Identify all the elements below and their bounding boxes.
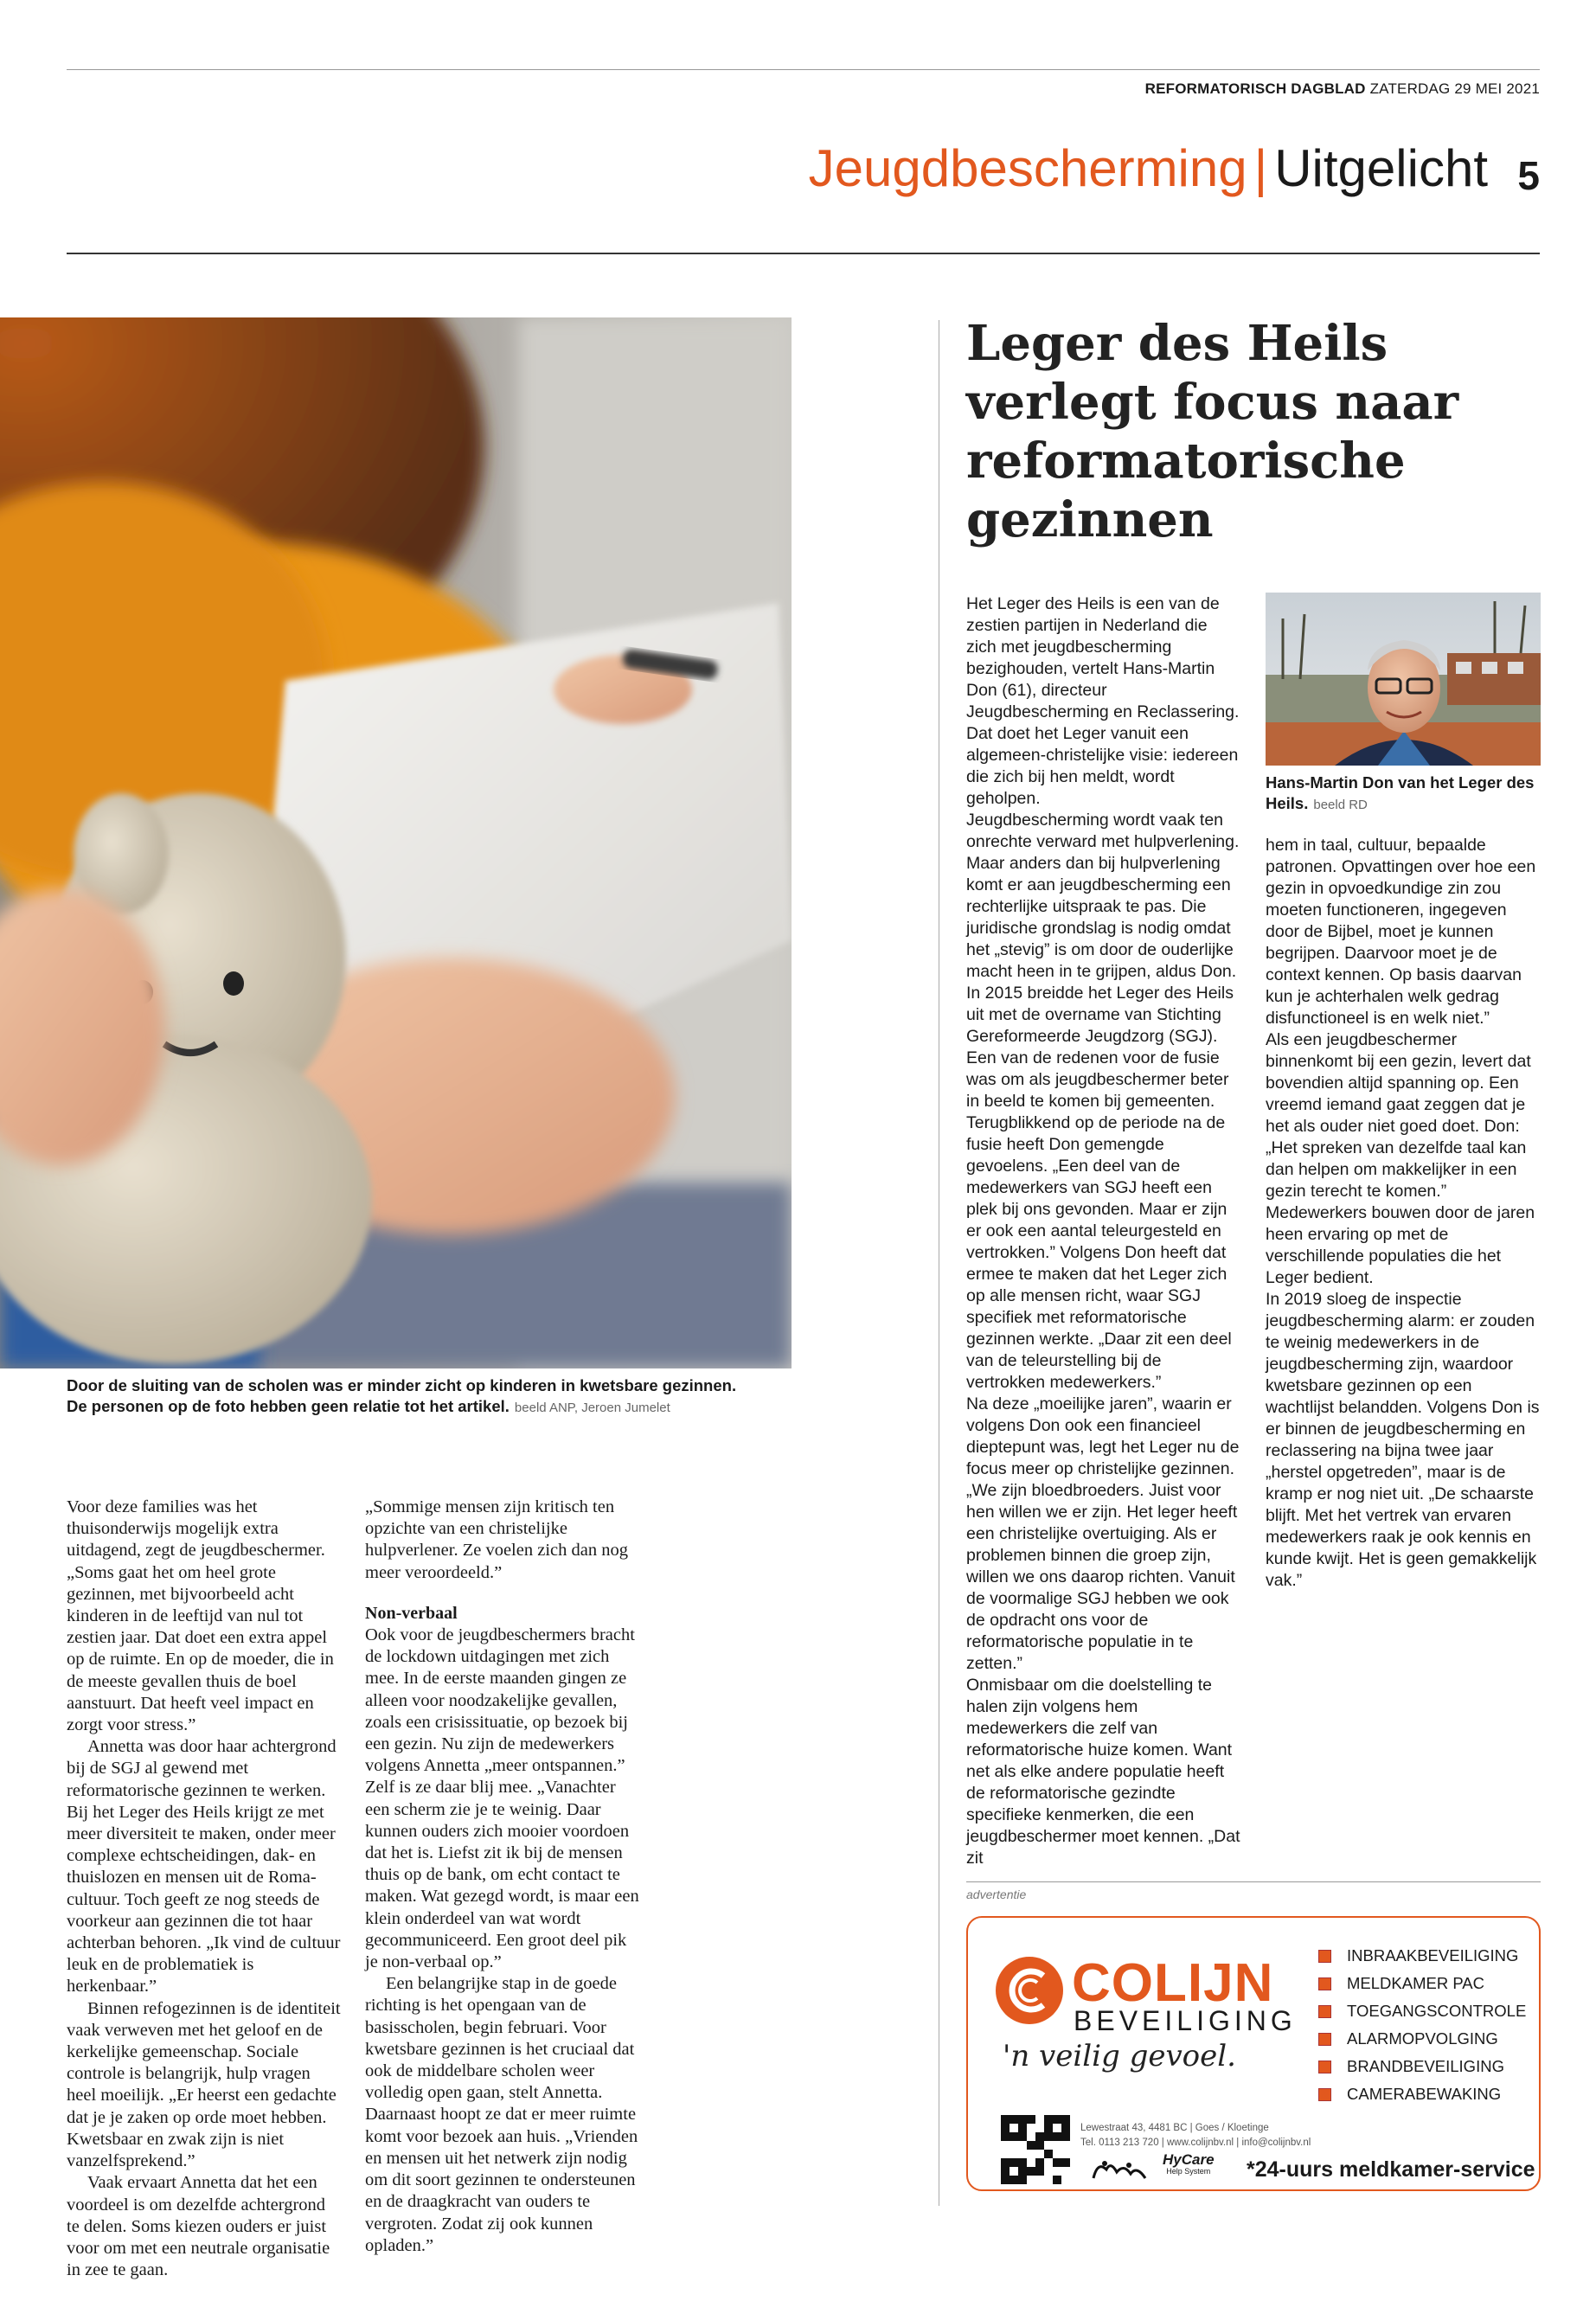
ad-service-item	[1318, 2053, 1526, 2080]
article-column-left	[966, 593, 1241, 1869]
article-paragraph: hem in taal, cultuur, bepaalde patronen. Opvattingen over hoe een gezin in opvoedkundige zin zou moeten functioneren, ingegeven door de Bijbel, moet je kunnen begrijpen. Daarvoor moet je de context kennen. Op basis daarvan kun je achterhalen welk gedrag disfunctioneel is en welk niet.”	[1266, 836, 1536, 1028]
caption-line-2: De personen op de foto hebben geen relatie tot het artikel.	[67, 1397, 510, 1415]
qr-code-icon	[1001, 2115, 1070, 2184]
ad-service-item	[1318, 2080, 1526, 2108]
col2-paragraph: „Sommige mensen zijn kritisch ten opzichte van een christelijke hulpverlener. Ze voelen zich dan nog meer veroordeeld.”	[365, 1497, 628, 1582]
hycare-sub: Help System	[1166, 2167, 1211, 2176]
advertisement-box[interactable]	[966, 1916, 1541, 2191]
subheading-non-verbaal: Non-verbaal	[365, 1603, 458, 1623]
article-paragraph: In 2019 sloeg de inspectie jeugdbescherming alarm: er zouden te weinig medewerkers in de jeugdbescherming zijn, waardoor kwetsbare gezinnen op een wachtlijst belandden. Volgens Don is er binnen de jeugdbescherming en reclassering na bijna twee jaar „herstel opgetreden”, maar is de kramp er nog niet uit. „De schaarste blijft. Met het vertrek van ervaren medewerkers raak je ook kennis en kunde kwijt. Het is geen gemakkelijk vak.”	[1266, 1290, 1540, 1590]
ad-service-item	[1318, 1970, 1526, 1997]
masthead	[1145, 80, 1540, 98]
publication-name: REFORMATORISCH DAGBLAD	[1144, 80, 1366, 97]
ad-slogan: 'n veilig gevoel.	[1003, 2039, 1236, 2073]
col1-paragraph: Binnen refogezinnen is de identiteit vaak verweven met het geloof en de kerkelijke gemeenschap. Sociale controle is belangrijk, hulp vragen heel moeilijk. „Er heerst een gedachte dat je je zaken op orde moet hebben. Kwetsbaar en zwak zijn is niet vanzelfsprekend.”	[67, 1998, 341, 2171]
article-paragraph: Na deze „moeilijke jaren”, waarin er volgens Don ook een financieel dieptepunt was, legt het Leger nu de focus meer op christelijke gezinnen. „We zijn bloedbroeders. Juist voor hen willen we er zijn. Het leger heeft een christelijke overtuiging. Als er problemen binnen die groep zijn, willen we ons daarop richten. Vanuit de voormalige SGJ hebben we ook de opdracht ons voor de reformatorische populatie in te zetten.”	[966, 1394, 1240, 1673]
article-paragraph: In 2015 breidde het Leger des Heils uit met de overname van Stichting Gereformeerde Jeugdzorg (SGJ). Een van de redenen voor de fusie was om als jeugdbeschermer beter in beeld te komen bij gemeenten.	[966, 984, 1234, 1111]
ad-label: advertentie	[966, 1888, 1027, 1901]
bullet-icon	[1318, 1977, 1331, 1990]
ad-service-label: BRANDBEVEILIGING	[1347, 2057, 1504, 2075]
col1-paragraph: Voor deze families was het thuisonderwijs mogelijk extra uitdagend, zegt de jeugdbeschermer. „Soms gaat het om heel grote gezinnen, met bijvoorbeeld acht kinderen in de leeftijd van nul tot zestien jaar. Dat doet een extra appel op de ruimte. En op de moeder, die in de meeste gevallen thuis de boel aanstuurt. Dat heeft veel impact en zorgt voor stress.”	[67, 1497, 334, 1735]
portrait-caption-text: Hans-Martin Don van het Leger des Heils.	[1266, 773, 1535, 812]
article-paragraph: Jeugdbescherming wordt vaak ten onrechte verward met hulpverlening. Maar anders dan bij hulpverlening komt er aan jeugdbescherming een rechterlijke uitspraak te pas. Die juridische grondslag is nodig omdat het „stevig” is om door de ouderlijke macht heen in te grijpen, aldus Don.	[966, 811, 1240, 981]
header-rule	[67, 253, 1540, 254]
col2-paragraph: Ook voor de jeugdbeschermers bracht de lockdown uitdagingen met zich mee. In de eerste maanden gingen ze alleen voor noodzakelijke gevallen, zoals een crisissituatie, op bezoek bij een gezin. Nu zijn de medewerkers volgens Annetta „meer ontspannen.” Zelf is ze daar blij mee. „Vanachter een scherm zie je te weinig. Daar kunnen ouders zich mooier voordoen dat het is. Liefst zit ik bij de mensen thuis op de bank, om echt contact te maken. Wat gezegd wordt, is maar een klein onderdeel van wat wordt gecommuniceerd. Een groot deel pik je non-verbaal op.”	[365, 1625, 639, 1972]
main-photo	[0, 317, 792, 1368]
ad-brand-sub: BEVEILIGING	[1074, 2005, 1297, 2036]
ad-service-label: CAMERABEWAKING	[1347, 2085, 1502, 2103]
ad-address: Lewestraat 43, 4481 BC | Goes / Kloetinge	[1080, 2123, 1269, 2133]
section-category: Jeugdbescherming	[808, 139, 1247, 197]
col1-paragraph: Vaak ervaart Annetta dat het een voordeel is om dezelfde achtergrond te delen. Soms kiezen ouders er juist voor om met een neutrale organisatie in zee te gaan.	[67, 2173, 330, 2280]
bullet-icon	[1318, 2005, 1331, 2018]
ad-meldkamer: *24-uurs meldkamer-service	[1247, 2157, 1535, 2182]
child-with-teddy-illustration	[0, 317, 792, 1368]
portrait-illustration	[1266, 593, 1541, 766]
bullet-icon	[1318, 2088, 1331, 2101]
ad-service-label: ALARMOPVOLGING	[1347, 2029, 1498, 2048]
ad-contact[interactable]: Tel. 0113 213 720 | www.colijnbv.nl | info@colijnbv.nl	[1080, 2138, 1311, 2148]
article-paragraph: Onmisbaar om die doelstelling te halen zijn volgens hem medewerkers die zelf van reformatorische huize komen. Want net als elke andere populatie heeft de reformatorische gezindte specifieke kenmerken, die een jeugdbeschermer moet kennen. „Dat zit	[966, 1676, 1240, 1868]
page-number: 5	[1517, 153, 1540, 198]
hycare-name: HyCare	[1163, 2151, 1215, 2168]
ad-brand: COLIJN	[1072, 1953, 1274, 2013]
top-rule	[67, 69, 1540, 70]
publication-date: ZATERDAG 29 MEI 2021	[1369, 80, 1540, 97]
ad-services-list	[1318, 1942, 1526, 2108]
hand-logo-icon	[1089, 2157, 1150, 2182]
ad-service-label: TOEGANGSCONTROLE	[1347, 2002, 1527, 2020]
bullet-icon	[1318, 2033, 1331, 2046]
col2-paragraph: Een belangrijke stap in de goede richting is het opengaan van de basisscholen, begin februari. Voor kwetsbare gezinnen is het cruciaal dat ook de middelbare scholen weer volledig open gaan, stelt Annetta. Daarnaast hoopt ze dat er meer ruimte komt voor bezoek aan huis. „Vrienden en mensen uit het netwerk zijn nodig om dit soort gezinnen te ondersteunen en de draagkracht van ouders te vergroten. Zodat zij ook kunnen opladen.”	[365, 1974, 638, 2255]
continuation-column-1	[67, 1497, 342, 2281]
article-column-right	[1266, 835, 1541, 1592]
caption-line-1: Door de sluiting van de scholen was er minder zicht op kinderen in kwetsbare gezinnen.	[67, 1376, 737, 1394]
article-paragraph: Terugblikkend op de periode na de fusie heeft Don gemengde gevoelens. „Een deel van de medewerkers van SGJ heeft een plek bij ons gevonden. Maar er zijn er ook een aantal teleurgesteld en vertrokken.” Volgens Don heeft dat ermee te maken dat het Leger zich op alle mensen richt, waar SGJ specifiek met reformatorische gezinnen werkte. „Daar zit een deel van de teleurstelling bij de vertrokken medewerkers.”	[966, 1113, 1232, 1392]
section-subsection: Uitgelicht	[1274, 139, 1488, 197]
portrait-photo	[1266, 593, 1541, 766]
ad-service-item	[1318, 1942, 1526, 1970]
colijn-logo-icon	[996, 1957, 1063, 2024]
ad-service-label: INBRAAKBEVEILIGING	[1347, 1946, 1519, 1965]
portrait-caption	[1266, 772, 1541, 816]
hycare-logo	[1163, 2153, 1215, 2176]
article-paragraph: Het Leger des Heils is een van de zestien partijen in Nederland die zich met jeugdbescherming bezighouden, vertelt Hans-Martin Don (61), directeur Jeugdbescherming en Reclassering. Dat doet het Leger vanuit een algemeen-christelijke visie: iedereen die zich bij hen meldt, wordt geholpen.	[966, 594, 1240, 808]
photo-credit: beeld ANP, Jeroen Jumelet	[514, 1400, 670, 1415]
ad-service-label: MELDKAMER PAC	[1347, 1974, 1484, 1992]
continuation-column-2	[365, 1497, 640, 2257]
ad-address-block	[1080, 2121, 1311, 2150]
article-paragraph: Als een jeugdbeschermer binnenkomt bij een gezin, levert dat bovendien altijd spanning op. Een vreemd iemand gaat zeggen dat je het als ouder niet goed doet. Don: „Het spreken van dezelfde taal kan dan helpen om makkelijker in een gezin terecht te komen.” Medewerkers bouwen door de jaren heen ervaring op met de verschillende populaties die het Leger bedient.	[1266, 1030, 1535, 1287]
section-separator: |	[1253, 139, 1268, 197]
ad-service-item	[1318, 2025, 1526, 2053]
col1-paragraph: Annetta was door haar achtergrond bij de SGJ al gewend met reformatorische gezinnen te werken. Bij het Leger des Heils krijgt ze met meer diversiteit te maken, onder meer complexe echtscheidingen, dak- en thuislozen en mensen uit de Roma-cultuur. Toch geeft ze nog steeds de voorkeur aan gezinnen die tot haar achterban behoren. „Ik vind de cultuur leuk en de problematiek is herkenbaar.”	[67, 1737, 341, 1997]
portrait-credit: beeld RD	[1313, 798, 1368, 812]
photo-caption	[67, 1375, 793, 1419]
article-headline: Leger des Heils verlegt focus naar reformatorische gezinnen	[966, 315, 1459, 548]
bullet-icon	[1318, 2061, 1331, 2073]
bullet-icon	[1318, 1950, 1331, 1963]
ad-service-item	[1318, 1997, 1526, 2025]
section-title	[808, 139, 1488, 197]
ad-rule	[966, 1881, 1541, 1882]
